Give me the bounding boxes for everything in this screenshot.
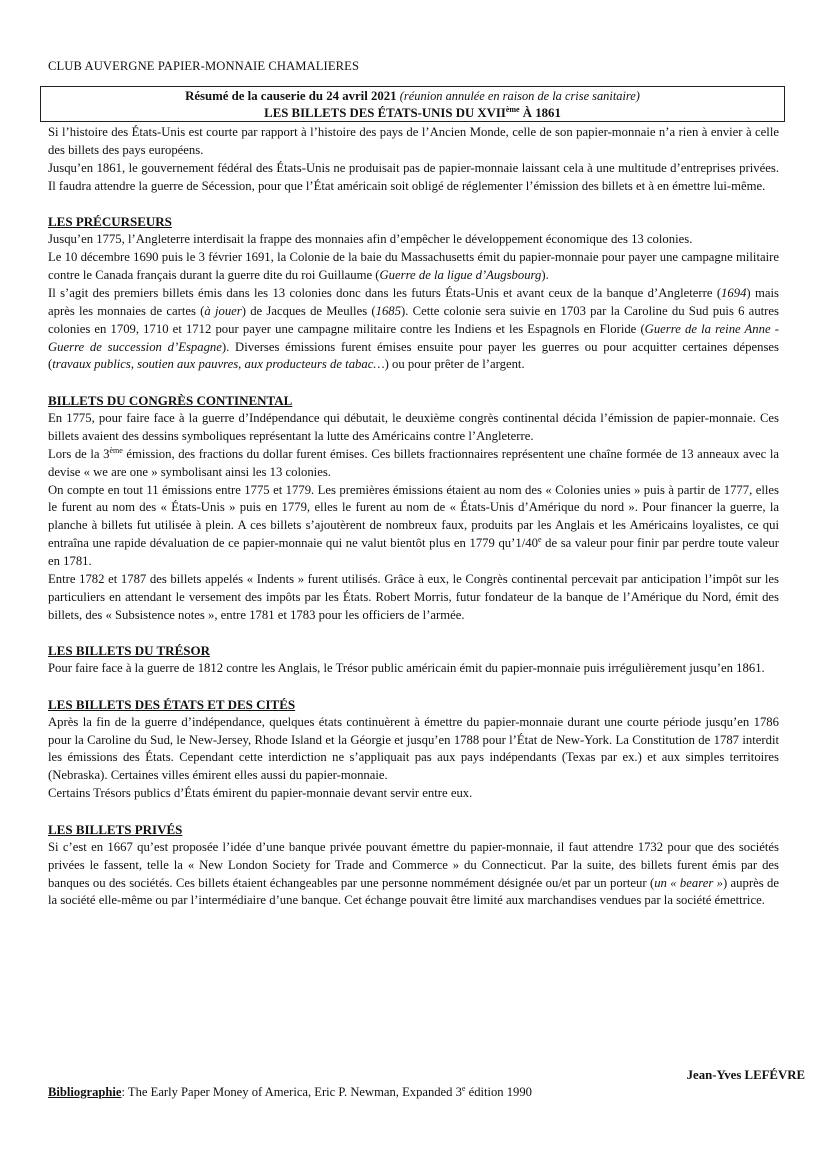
section-heading-prives: LES BILLETS PRIVÉS — [48, 821, 183, 837]
section-heading-precurseurs: LES PRÉCURSEURS — [48, 214, 172, 230]
precurseurs-paragraph-1: Jusqu’en 1775, l’Angleterre interdisait la frappe des monnaies afin d’empêcher le développement économique des 13 colonies. — [48, 232, 693, 247]
document-body — [48, 124, 779, 910]
title-end: À 1861 — [519, 106, 561, 120]
club-name: CLUB AUVERGNE PAPIER-MONNAIE CHAMALIERES — [48, 59, 360, 73]
title-sup: ème — [505, 105, 520, 114]
precurseurs-paragraph-2: Le 10 décembre 1690 puis le 3 février 1691, la Colonie de la baie du Massachusetts émit du papier-monnaie pour payer une campagne militaire contre le Canada français durant la guerre dite du roi Guillaume (Guerre de la ligue d’Augsbourg). — [48, 250, 779, 282]
document-title — [41, 105, 784, 122]
intro-paragraph-2: Jusqu’en 1861, le gouvernement fédéral des États-Unis ne produisait pas de papier-monnaie laissant cela à une multitude d’entreprises privées. Il faudra attendre la guerre de Sécession, pour que l’État américain soit obligé de réglementer l’émission des billets et à en émettre lui-même. — [48, 160, 779, 193]
etats-paragraph-2: Certains Trésors publics d’États émirent du papier-monnaie devant servir entre eux. — [48, 786, 473, 801]
intro-paragraph-1: Si l’histoire des États-Unis est courte par rapport à l’histoire des pays de l’Ancien Monde, celle de son papier-monnaie n’a rien à envier à celle des billets des pays européens. — [48, 125, 779, 157]
title-box — [40, 86, 785, 122]
resume-line — [41, 88, 784, 105]
bibliography-label: Bibliographie — [48, 1085, 122, 1099]
etats-paragraph-1: Après la fin de la guerre d’indépendance, quelques états continuèrent à émettre du papier-monnaie durant une courte période jusqu’en 1786 pour la Caroline du Sud, le New-Jersey, Rhode Island et la Géorgie et jusqu’en 1788 pour l’État de New-York. La Constitution de 1787 interdit les émissions des États. Cependant cette interdiction ne s’appliquait pas aux pays indépendants (Texas par ex.) et aux simples territoires (Nebraska). Certaines villes émirent elles aussi du papier-monnaie. — [48, 714, 779, 783]
author-signature: Jean-Yves LEFÉVRE — [686, 1068, 805, 1082]
resume-note: (réunion annulée en raison de la crise sanitaire) — [399, 89, 640, 103]
title-main: LES BILLETS DES ÉTATS-UNIS DU XVII — [264, 106, 506, 120]
congres-paragraph-3: On compte en tout 11 émissions entre 1775 et 1779. Les premières émissions étaient au nom des « Colonies unies » puis à partir de 1777, elles le furent au nom des « États-Unis » puis en 1779, elles le furent au nom de « États-Unis d’Amérique du nord ». Pour financer la guerre, la planche à billets fut utilisée à plein. A ces billets s’ajoutèrent de nombreux faux, produits par les Anglais et les Américains loyalistes, ce qui entraîna une rapide dévaluation de ce papier-monnaie qui ne valut bientôt plus en 1779 qu’1/40e de sa valeur pour finir par perdre toute valeur en 1781. — [48, 482, 779, 569]
section-heading-tresor: LES BILLETS DU TRÉSOR — [48, 643, 210, 659]
prives-paragraph-1: Si c’est en 1667 qu’est proposée l’idée d’une banque privée pouvant émettre du papier-monnaie, il faut attendre 1732 pour que des sociétés privées le fassent, telle la « New London Society for Trade and Commerce » du Connecticut. Par la suite, des billets furent émis par des banques ou des sociétés. Ces billets étaient échangeables par une personne nommément désignée ou/et par un porteur (un « bearer ») auprès de la société elle-même ou par l’intermédiaire d’une banque. Cet échange pouvait être limité aux marchandises vendues par la société émettrice. — [48, 839, 779, 908]
section-heading-congres: BILLETS DU CONGRÈS CONTINENTAL — [48, 392, 293, 408]
section-heading-etats: LES BILLETS DES ÉTATS ET DES CITÉS — [48, 696, 296, 712]
precurseurs-paragraph-3: Il s’agit des premiers billets émis dans les 13 colonies donc dans les futurs États-Unis et avant ceux de la banque d’Angleterre (1694) mais après les monnaies de cartes (à jouer) de Jacques de Meulles (1685). Cette colonie sera suivie en 1703 par la Caroline du Sud puis 6 autres colonies en 1709, 1710 et 1712 pour payer une campagne militaire contre les Indiens et les Espagnols en Floride (Guerre de la reine Anne - Guerre de succession d’Espagne). Diverses émissions furent émises ensuite pour payer les guerres ou pour acquitter certaines dépenses (travaux publics, soutien aux pauvres, aux producteurs de tabac…) ou pour prêter de l’argent. — [48, 285, 779, 372]
bibliography: Bibliographie: The Early Paper Money of America, Eric P. Newman, Expanded 3e édition 1990 — [48, 1084, 532, 1099]
tresor-paragraph-1: Pour faire face à la guerre de 1812 contre les Anglais, le Trésor public américain émit du papier-monnaie puis irrégulièrement jusqu’en 1861. — [48, 661, 765, 676]
congres-paragraph-4: Entre 1782 et 1787 des billets appelés « Indents » furent utilisés. Grâce à eux, le Congrès continental percevait par anticipation l’impôt sur les particuliers en attendant le versement des impôts par les États. Robert Morris, futur fondateur de la banque de l’Amérique du Nord, émit des billets, des « Subsistence notes », entre 1781 et 1783 pour les officiers de l’armée. — [48, 572, 779, 622]
congres-paragraph-1: En 1775, pour faire face à la guerre d’Indépendance qui débutait, le deuxième congrès continental décida l’émission de papier-monnaie. Ces billets avaient des dessins symboliques représentant la lutte des Américains contre l’Angleterre. — [48, 410, 779, 443]
congres-paragraph-2: Lors de la 3ème émission, des fractions du dollar furent émises. Ces billets fractionnaires représentent une chaîne formée de 13 anneaux avec la devise « we are one » symbolisant ainsi les 13 colonies. — [48, 445, 779, 479]
resume-label: Résumé de la causerie du 24 avril 2021 — [185, 89, 397, 103]
